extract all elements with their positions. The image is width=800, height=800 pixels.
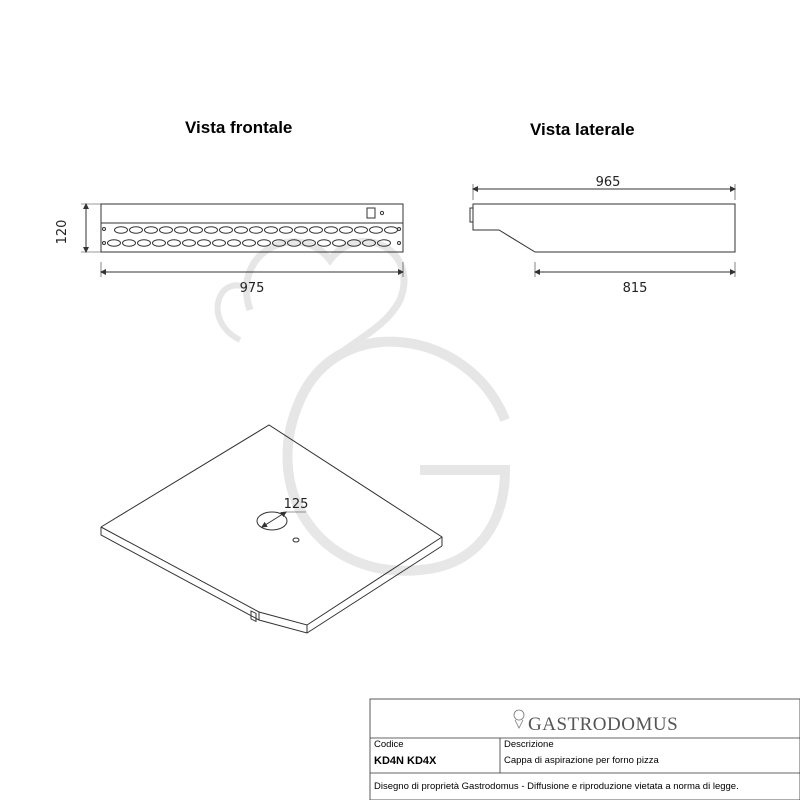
code-label: Codice (374, 739, 404, 750)
front-view-indicator (380, 211, 383, 214)
vent-slot (318, 240, 331, 246)
vent-slot (220, 227, 233, 233)
vent-slot (235, 227, 248, 233)
vent-slot (160, 227, 173, 233)
vent-slot (333, 240, 346, 246)
side-bottom-label: 815 (622, 281, 648, 296)
vent-slot (205, 227, 218, 233)
vent-slot (340, 227, 353, 233)
vent-slot (310, 227, 323, 233)
copyright-footer: Disegno di proprietà Gastrodomus - Diffusione e riproduzione vietata a norma di legge. (374, 781, 739, 792)
hole-diameter-label: 125 (283, 497, 309, 512)
vent-slot (138, 240, 151, 246)
vent-slot (370, 227, 383, 233)
vent-slot (175, 227, 188, 233)
side-view-outline (473, 204, 735, 252)
vent-slot (325, 227, 338, 233)
front-view-title: Vista frontale (185, 118, 293, 137)
vent-slot (228, 240, 241, 246)
description-label: Descrizione (504, 739, 554, 750)
vent-slot (115, 227, 128, 233)
vent-slot (168, 240, 181, 246)
vent-slot (153, 240, 166, 246)
vent-slot (355, 227, 368, 233)
vent-slot (123, 240, 136, 246)
front-width-label: 975 (239, 281, 265, 296)
vent-slot (183, 240, 196, 246)
vent-slot (198, 240, 211, 246)
vent-slot (130, 227, 143, 233)
side-view (470, 184, 735, 277)
vent-slot (243, 240, 256, 246)
screw-hole (398, 228, 401, 231)
iso-front-top-edges (101, 527, 442, 625)
screw-hole (103, 228, 106, 231)
screw-hole (398, 242, 401, 245)
code-value: KD4N KD4X (374, 755, 437, 767)
iso-top-edges (101, 425, 442, 546)
iso-bottom-edges (101, 527, 442, 633)
vent-slot (265, 227, 278, 233)
brand-name: GASTRODOMUS (528, 714, 679, 735)
vent-slot (108, 240, 121, 246)
vent-slot (295, 227, 308, 233)
isometric-view (101, 425, 442, 633)
hole-dimension-line (262, 512, 286, 527)
vent-slot (145, 227, 158, 233)
description-value: Cappa di aspirazione per forno pizza (504, 755, 659, 766)
screw-hole (103, 242, 106, 245)
vent-slot (385, 227, 398, 233)
iso-small-hole (293, 538, 299, 542)
side-view-title: Vista laterale (530, 120, 635, 139)
side-view-switch (470, 208, 473, 222)
vent-slot (280, 227, 293, 233)
vent-slot (190, 227, 203, 233)
brand-logo-icon (514, 710, 524, 720)
vent-slot (250, 227, 263, 233)
vent-slot (213, 240, 226, 246)
vent-slot (258, 240, 271, 246)
side-top-label: 965 (595, 175, 621, 190)
front-height-label: 120 (55, 219, 70, 245)
front-view-switch (367, 208, 375, 218)
